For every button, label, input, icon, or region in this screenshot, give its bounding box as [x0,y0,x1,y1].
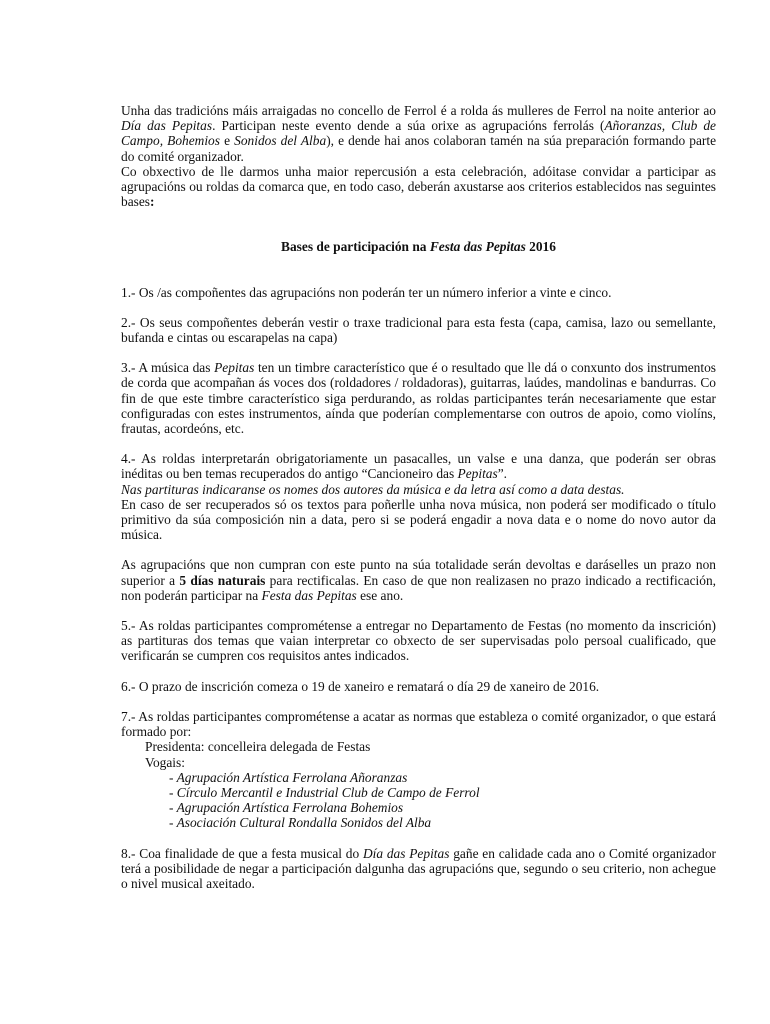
rule-3-italic: Pepitas [214,360,255,376]
rule-6: 6.- O prazo de inscrición comeza o 19 de xaneiro e rematará o día 29 de xaneiro de 2016. [121,678,600,694]
rule-3-text: ten un timbre característico que é o resultado que lle dá o conxunto dos instrumentos de corda que acompañan ás voces dos (roldadores / roldadoras), guitarras, laúdes, mandolinas e bandurras. Co fin de que este timbre característico siga perdurando, as roldas participantes terán necesariamente que estar configuradas con estes instrumentos, aínda que poderían complementarse con outros de apoio, como violíns, frautas, acordeóns, etc. [121,360,716,437]
rule-8-text: gañe en calidade cada ano o Comité organizador terá a posibilidade de negar a participación dalgunha das agrupacións que, segundo o seu criterio, non achegue o nivel musical axeitado. [121,845,716,891]
intro-text-italic: Añoranzas, Club de Campo, Bohemios [121,118,717,149]
committee-president: Presidenta: concelleira delegada de Festas [145,739,371,755]
objective-text: Co obxectivo de lle darmos unha maior repercusión a esta celebración, adóitase convidar a participar as agrupacións ou roldas da comarca que, en todo caso, deberán axustarse aos criterios establecidos nas seguintes bases [121,163,716,210]
rule-8-italic: Día das Pepitas [362,845,450,861]
title-text-italic: Festa das Pepitas [429,239,526,255]
objective-colon: : [150,194,155,210]
committee-member: - Agrupación Artística Ferrolana Añoranzas [169,769,408,785]
intro-paragraph [121,103,716,164]
rule-8 [121,846,716,892]
objective-paragraph [121,164,716,210]
rule-4-text: ”. [497,466,507,482]
rule-3 [121,360,716,436]
rule-3-text: 3.- A música das [121,360,215,376]
intro-text: ), e dende hai anos colaboran tamén na súa preparación formando parte do comité organizador. [121,133,717,164]
intro-text-italic: Día das Pepitas [121,118,213,134]
rule-2: 2.- Os seus compoñentes deberán vestir o traxe tradicional para esta festa (capa, camisa, lazo ou semellante, bufanda e cintas ou escarapelas na capa) [121,314,716,346]
rule-4-recovered: En caso de ser recuperados só os textos para poñerlle unha nova música, non poderá ser modificado o título primitivo da súa composición nin a data, pero si se poderá engadir a nova data e o nome do novo autor da música. [121,496,716,543]
intro-text: e [219,133,235,149]
committee-members-label: Vogais: [145,754,185,770]
rectification-text: para rectificalas. En caso de que non realizasen no prazo indicado a rectificación, non poderán participar na [121,572,716,603]
rule-5: 5.- As roldas participantes comprométense a entregar no Departamento de Festas (no momento da inscrición) as partituras dos temas que vaian interpretar co obxecto de ser supervisadas polo persoal cualificado, que verificarán se cumpren cos requisitos antes indicados. [121,618,716,664]
title-text: Bases de participación na [281,239,430,255]
rule-4 [121,451,716,481]
rule-4-italic-note: Nas partituras indicaranse os nomes dos autores da música e da letra así como a data destas. [121,481,625,497]
rule-1: 1.- Os /as compoñentes das agrupacións non poderán ter un número inferior a vinte e cinco. [121,284,612,300]
rule-4-rectification [121,557,716,603]
rectification-italic: Festa das Pepitas [261,587,357,603]
committee-member: - Asociación Cultural Rondalla Sonidos del Alba [169,815,432,831]
intro-text: . Participan neste evento dende a súa orixe as agrupacións ferrolás ( [212,118,605,134]
committee-member: - Agrupación Artística Ferrolana Bohemios [169,800,404,816]
document-page [121,103,716,891]
rule-8-text: 8.- Coa finalidade de que a festa musical do [121,845,363,861]
rectification-text: ese ano. [356,587,404,603]
rectification-days: 5 días naturais [179,572,266,588]
rule-4-text: 4.- As roldas interpretarán obrigatoriamente un pasacalles, un valse e una danza, que poderán ser obras inéditas ou ben temas recuperados do antigo “Cancioneiro das [121,451,716,482]
title-year: 2016 [525,239,556,255]
intro-text: Unha das tradicións máis arraigadas no concello de Ferrol é a rolda ás mulleres de Ferrol na noite anterior ao [121,103,716,118]
rectification-text: As agrupacións que non cumpran con este punto na súa totalidade serán devoltas e daráselles un prazo non superior a [121,557,716,588]
document-title [121,239,716,254]
committee-member: - Círculo Mercantil e Industrial Club de Campo de Ferrol [169,784,480,800]
intro-text-italic: Sonidos del Alba [234,133,327,149]
rule-4-italic: Pepitas [457,466,498,482]
rule-7: 7.- As roldas participantes comprométense a acatar as normas que estableza o comité organizador, o que estará formado por: [121,708,716,740]
